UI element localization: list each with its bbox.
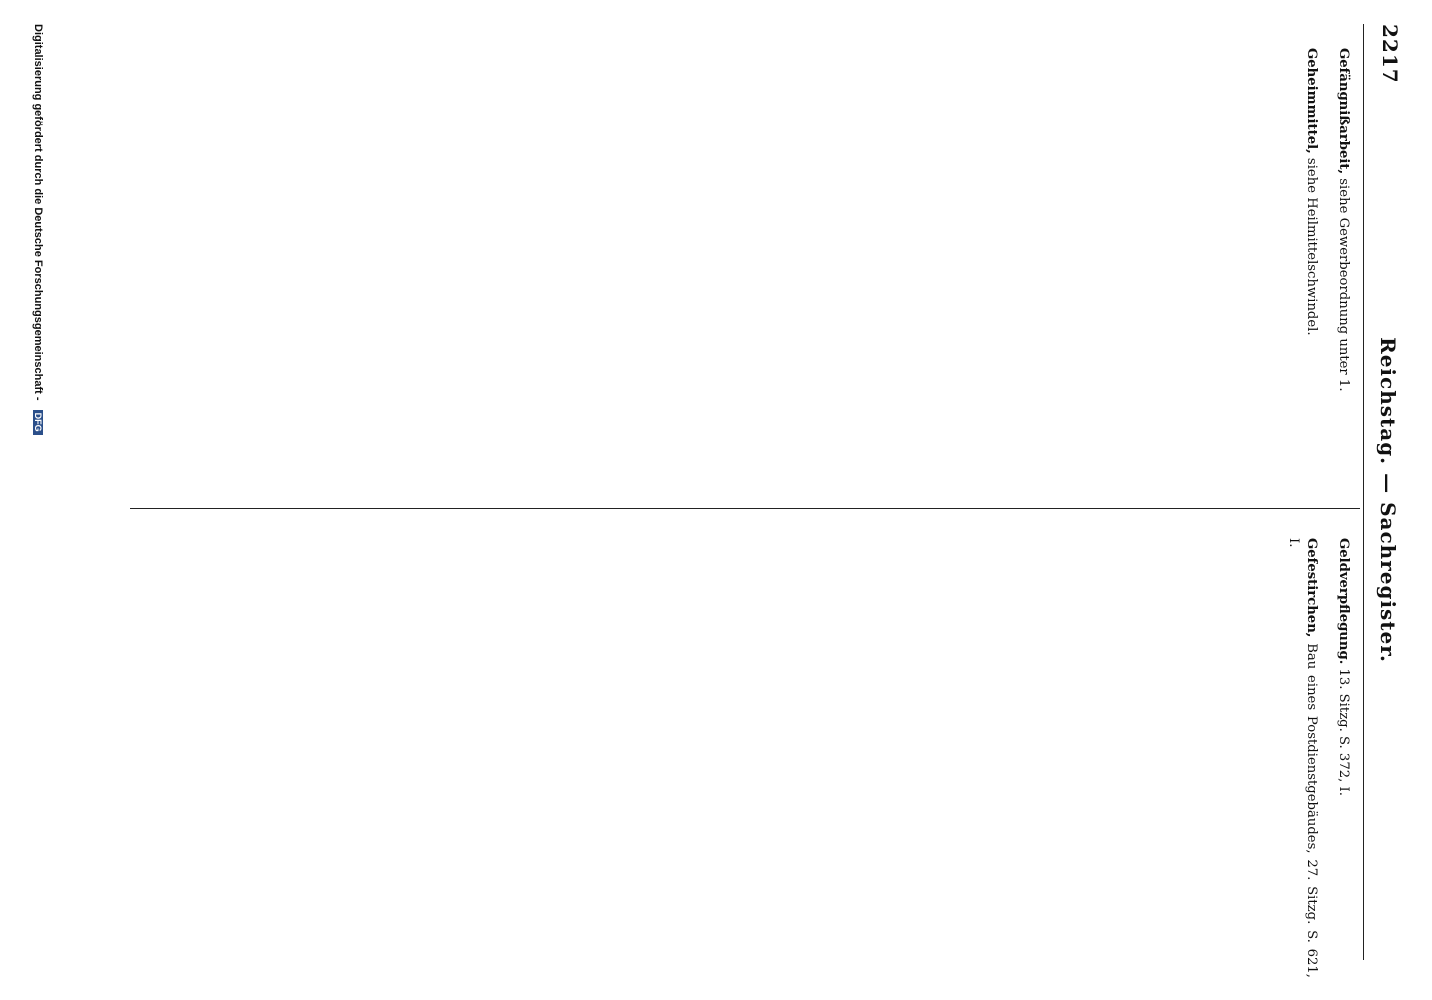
entry-headword: Gefestirchen, [1304,538,1319,638]
left-column [1288,48,1352,488]
entry-text: siehe Heilmittelschwindel. [1304,153,1319,336]
page-number: 2217 [1378,24,1402,84]
digitization-credit [32,24,44,974]
running-head: Reichstag. — Sachregister. [1376,337,1400,663]
entry-text: siehe Gewerbeordnung unter 1. [1336,174,1351,392]
entry-headword: Geheimmittel, [1304,48,1319,154]
register-entry [1302,48,1320,488]
dfg-logo: DFG [33,410,43,435]
column-divider [130,508,1360,509]
entry-text: Bau eines Postdienstgebäudes, 27. Sitzg. S. 621, I. [1286,538,1319,978]
header-rule [1363,24,1364,960]
register-entry [1334,48,1352,488]
entry-text: 13. Sitzg. S. 372, I. [1336,664,1351,796]
entry-headword: Gefängnißarbeit, [1336,48,1351,175]
entry-headword: Geldverpflegung. [1336,538,1351,665]
credit-text: Digitalisierung gefördert durch die Deutsche Forschungsgemeinschaft - [32,24,44,401]
register-entry [1284,538,1320,978]
page-header [1372,0,1432,1000]
register-entry [1334,538,1352,978]
right-column [1270,538,1352,978]
